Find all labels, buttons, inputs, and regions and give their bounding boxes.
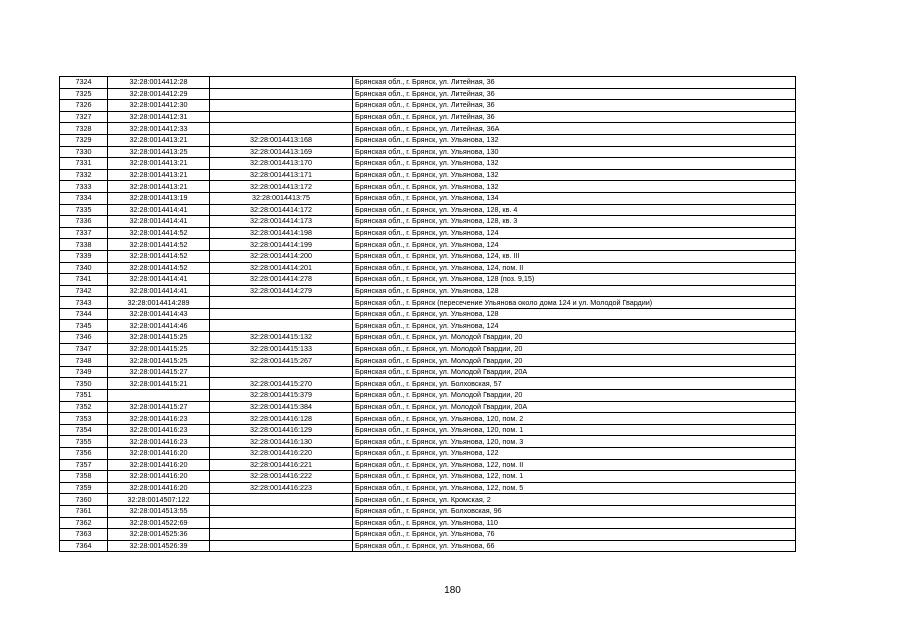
cadastral-number-cell: 32:28:0014414:41	[108, 204, 210, 216]
row-number-cell: 7345	[60, 320, 108, 332]
row-number-cell: 7364	[60, 540, 108, 552]
cadastral-number-cell: 32:28:0014415:27	[108, 401, 210, 413]
row-number-cell: 7335	[60, 204, 108, 216]
building-cadastral-number-cell: 32:28:0014414:279	[210, 285, 353, 297]
address-cell: Брянская обл., г. Брянск, ул. Ульянова, 76	[353, 529, 796, 541]
cadastral-number-cell: 32:28:0014413:21	[108, 158, 210, 170]
cadastral-number-cell: 32:28:0014416:23	[108, 436, 210, 448]
building-cadastral-number-cell	[210, 111, 353, 123]
address-cell: Брянская обл., г. Брянск, ул. Ульянова, 124	[353, 227, 796, 239]
cadastral-number-cell: 32:28:0014412:33	[108, 123, 210, 135]
row-number-cell: 7343	[60, 297, 108, 309]
row-number-cell: 7329	[60, 134, 108, 146]
row-number-cell: 7326	[60, 100, 108, 112]
address-cell: Брянская обл., г. Брянск, ул. Ульянова, 110	[353, 517, 796, 529]
cadastral-number-cell: 32:28:0014414:52	[108, 250, 210, 262]
address-cell: Брянская обл., г. Брянск, ул. Ульянова, 132	[353, 169, 796, 181]
row-number-cell: 7342	[60, 285, 108, 297]
cadastral-number-cell: 32:28:0014412:28	[108, 77, 210, 89]
row-number-cell: 7336	[60, 216, 108, 228]
cadastral-number-cell: 32:28:0014413:21	[108, 181, 210, 193]
address-cell: Брянская обл., г. Брянск, ул. Литейная, 36	[353, 111, 796, 123]
registry-table-body	[60, 77, 796, 552]
address-cell: Брянская обл., г. Брянск, ул. Литейная, 36	[353, 100, 796, 112]
row-number-cell: 7349	[60, 366, 108, 378]
building-cadastral-number-cell: 32:28:0014415:133	[210, 343, 353, 355]
table-row	[60, 297, 796, 309]
row-number-cell: 7338	[60, 239, 108, 251]
table-row	[60, 169, 796, 181]
table-row	[60, 471, 796, 483]
table-row	[60, 378, 796, 390]
row-number-cell: 7357	[60, 459, 108, 471]
address-cell: Брянская обл., г. Брянск, ул. Молодой Гвардии, 20	[353, 355, 796, 367]
building-cadastral-number-cell: 32:28:0014415:132	[210, 332, 353, 344]
cadastral-number-cell: 32:28:0014413:25	[108, 146, 210, 158]
page-number: 180	[444, 585, 461, 596]
address-cell: Брянская обл., г. Брянск, ул. Ульянова, 122	[353, 448, 796, 460]
building-cadastral-number-cell: 32:28:0014415:384	[210, 401, 353, 413]
cadastral-number-cell: 32:28:0014412:30	[108, 100, 210, 112]
cadastral-number-cell: 32:28:0014414:41	[108, 216, 210, 228]
building-cadastral-number-cell	[210, 297, 353, 309]
table-row	[60, 216, 796, 228]
table-row	[60, 505, 796, 517]
row-number-cell: 7332	[60, 169, 108, 181]
cadastral-number-cell: 32:28:0014526:39	[108, 540, 210, 552]
row-number-cell: 7358	[60, 471, 108, 483]
table-row	[60, 332, 796, 344]
address-cell: Брянская обл., г. Брянск, ул. Ульянова, 128 (поз. 9,15)	[353, 274, 796, 286]
cadastral-number-cell: 32:28:0014414:52	[108, 227, 210, 239]
row-number-cell: 7331	[60, 158, 108, 170]
table-row	[60, 355, 796, 367]
cadastral-number-cell: 32:28:0014415:25	[108, 343, 210, 355]
row-number-cell: 7330	[60, 146, 108, 158]
row-number-cell: 7353	[60, 413, 108, 425]
address-cell: Брянская обл., г. Брянск, ул. Ульянова, 124, пом. II	[353, 262, 796, 274]
table-row	[60, 459, 796, 471]
building-cadastral-number-cell: 32:28:0014415:379	[210, 390, 353, 402]
address-cell: Брянская обл., г. Брянск, ул. Ульянова, 134	[353, 192, 796, 204]
cadastral-number-cell: 32:28:0014416:23	[108, 424, 210, 436]
building-cadastral-number-cell: 32:28:0014415:267	[210, 355, 353, 367]
table-row	[60, 413, 796, 425]
row-number-cell: 7333	[60, 181, 108, 193]
address-cell: Брянская обл., г. Брянск, ул. Молодой Гвардии, 20	[353, 332, 796, 344]
cadastral-number-cell: 32:28:0014414:289	[108, 297, 210, 309]
row-number-cell: 7352	[60, 401, 108, 413]
cadastral-number-cell: 32:28:0014513:55	[108, 505, 210, 517]
building-cadastral-number-cell: 32:28:0014416:128	[210, 413, 353, 425]
table-row	[60, 366, 796, 378]
row-number-cell: 7359	[60, 482, 108, 494]
row-number-cell: 7347	[60, 343, 108, 355]
cadastral-number-cell: 32:28:0014415:21	[108, 378, 210, 390]
table-row	[60, 308, 796, 320]
cadastral-number-cell: 32:28:0014414:52	[108, 262, 210, 274]
row-number-cell: 7341	[60, 274, 108, 286]
table-row	[60, 494, 796, 506]
cadastral-number-cell: 32:28:0014522:69	[108, 517, 210, 529]
building-cadastral-number-cell: 32:28:0014414:173	[210, 216, 353, 228]
cadastral-number-cell: 32:28:0014414:52	[108, 239, 210, 251]
row-number-cell: 7325	[60, 88, 108, 100]
cadastral-number-cell: 32:28:0014416:20	[108, 471, 210, 483]
address-cell: Брянская обл., г. Брянск, ул. Ульянова, 120, пом. 2	[353, 413, 796, 425]
address-cell: Брянская обл., г. Брянск, ул. Кромская, 2	[353, 494, 796, 506]
address-cell: Брянская обл., г. Брянск, ул. Ульянова, 132	[353, 134, 796, 146]
table-row	[60, 123, 796, 135]
cadastral-number-cell: 32:28:0014507:122	[108, 494, 210, 506]
cadastral-number-cell: 32:28:0014414:41	[108, 274, 210, 286]
cadastral-number-cell: 32:28:0014525:36	[108, 529, 210, 541]
building-cadastral-number-cell	[210, 517, 353, 529]
address-cell: Брянская обл., г. Брянск, ул. Литейная, 36	[353, 88, 796, 100]
row-number-cell: 7356	[60, 448, 108, 460]
table-row	[60, 482, 796, 494]
building-cadastral-number-cell: 32:28:0014414:201	[210, 262, 353, 274]
building-cadastral-number-cell: 32:28:0014414:200	[210, 250, 353, 262]
building-cadastral-number-cell: 32:28:0014413:75	[210, 192, 353, 204]
row-number-cell: 7328	[60, 123, 108, 135]
cadastral-number-cell: 32:28:0014415:25	[108, 355, 210, 367]
table-row	[60, 88, 796, 100]
address-cell: Брянская обл., г. Брянск, ул. Ульянова, 132	[353, 181, 796, 193]
row-number-cell: 7354	[60, 424, 108, 436]
cadastral-number-cell: 32:28:0014414:43	[108, 308, 210, 320]
address-cell: Брянская обл., г. Брянск, ул. Молодой Гвардии, 20	[353, 390, 796, 402]
row-number-cell: 7324	[60, 77, 108, 89]
table-row	[60, 239, 796, 251]
table-row	[60, 134, 796, 146]
row-number-cell: 7344	[60, 308, 108, 320]
table-row	[60, 100, 796, 112]
building-cadastral-number-cell: 32:28:0014414:199	[210, 239, 353, 251]
table-row	[60, 146, 796, 158]
table-row	[60, 401, 796, 413]
cadastral-number-cell: 32:28:0014416:20	[108, 482, 210, 494]
building-cadastral-number-cell	[210, 540, 353, 552]
building-cadastral-number-cell	[210, 123, 353, 135]
table-row	[60, 262, 796, 274]
row-number-cell: 7339	[60, 250, 108, 262]
building-cadastral-number-cell: 32:28:0014413:171	[210, 169, 353, 181]
row-number-cell: 7327	[60, 111, 108, 123]
table-row	[60, 285, 796, 297]
cadastral-number-cell: 32:28:0014414:46	[108, 320, 210, 332]
table-row	[60, 320, 796, 332]
building-cadastral-number-cell	[210, 529, 353, 541]
cadastral-number-cell: 32:28:0014416:23	[108, 413, 210, 425]
table-row	[60, 158, 796, 170]
table-row	[60, 204, 796, 216]
address-cell: Брянская обл., г. Брянск, ул. Ульянова, 120, пом. 1	[353, 424, 796, 436]
table-row	[60, 227, 796, 239]
table-row	[60, 424, 796, 436]
cadastral-number-cell: 32:28:0014413:21	[108, 169, 210, 181]
building-cadastral-number-cell: 32:28:0014413:168	[210, 134, 353, 146]
row-number-cell: 7360	[60, 494, 108, 506]
building-cadastral-number-cell	[210, 88, 353, 100]
table-row	[60, 274, 796, 286]
address-cell: Брянская обл., г. Брянск, ул. Ульянова, 130	[353, 146, 796, 158]
address-cell: Брянская обл., г. Брянск (пересечение Ульянова около дома 124 и ул. Молодой Гвардии)	[353, 297, 796, 309]
table-row	[60, 529, 796, 541]
cadastral-number-cell: 32:28:0014416:20	[108, 459, 210, 471]
address-cell: Брянская обл., г. Брянск, ул. Ульянова, 132	[353, 158, 796, 170]
cadastral-number-cell: 32:28:0014412:29	[108, 88, 210, 100]
cadastral-number-cell	[108, 390, 210, 402]
address-cell: Брянская обл., г. Брянск, ул. Ульянова, 122, пом. 5	[353, 482, 796, 494]
building-cadastral-number-cell	[210, 308, 353, 320]
table-row	[60, 250, 796, 262]
building-cadastral-number-cell: 32:28:0014416:222	[210, 471, 353, 483]
table-row	[60, 390, 796, 402]
building-cadastral-number-cell: 32:28:0014416:223	[210, 482, 353, 494]
table-row	[60, 448, 796, 460]
row-number-cell: 7355	[60, 436, 108, 448]
building-cadastral-number-cell	[210, 366, 353, 378]
cadastral-number-cell: 32:28:0014414:41	[108, 285, 210, 297]
address-cell: Брянская обл., г. Брянск, ул. Ульянова, 124	[353, 239, 796, 251]
table-row	[60, 111, 796, 123]
row-number-cell: 7362	[60, 517, 108, 529]
row-number-cell: 7337	[60, 227, 108, 239]
table-row	[60, 343, 796, 355]
building-cadastral-number-cell: 32:28:0014415:270	[210, 378, 353, 390]
cadastral-number-cell: 32:28:0014415:27	[108, 366, 210, 378]
building-cadastral-number-cell: 32:28:0014413:169	[210, 146, 353, 158]
table-row	[60, 77, 796, 89]
building-cadastral-number-cell: 32:28:0014414:172	[210, 204, 353, 216]
building-cadastral-number-cell	[210, 494, 353, 506]
building-cadastral-number-cell: 32:28:0014414:278	[210, 274, 353, 286]
building-cadastral-number-cell: 32:28:0014416:130	[210, 436, 353, 448]
address-cell: Брянская обл., г. Брянск, ул. Ульянова, 128	[353, 308, 796, 320]
address-cell: Брянская обл., г. Брянск, ул. Ульянова, 128, кв. 3	[353, 216, 796, 228]
address-cell: Брянская обл., г. Брянск, ул. Ульянова, 66	[353, 540, 796, 552]
cadastral-number-cell: 32:28:0014416:20	[108, 448, 210, 460]
table-row	[60, 436, 796, 448]
building-cadastral-number-cell	[210, 505, 353, 517]
table-row	[60, 517, 796, 529]
row-number-cell: 7361	[60, 505, 108, 517]
row-number-cell: 7348	[60, 355, 108, 367]
building-cadastral-number-cell: 32:28:0014414:198	[210, 227, 353, 239]
row-number-cell: 7351	[60, 390, 108, 402]
address-cell: Брянская обл., г. Брянск, ул. Молодой Гвардии, 20А	[353, 401, 796, 413]
building-cadastral-number-cell	[210, 320, 353, 332]
cadastral-number-cell: 32:28:0014415:25	[108, 332, 210, 344]
cadastral-number-cell: 32:28:0014413:19	[108, 192, 210, 204]
address-cell: Брянская обл., г. Брянск, ул. Ульянова, 122, пом. 1	[353, 471, 796, 483]
address-cell: Брянская обл., г. Брянск, ул. Ульянова, 120, пом. 3	[353, 436, 796, 448]
row-number-cell: 7346	[60, 332, 108, 344]
row-number-cell: 7334	[60, 192, 108, 204]
address-cell: Брянская обл., г. Брянск, ул. Литейная, 36А	[353, 123, 796, 135]
row-number-cell: 7350	[60, 378, 108, 390]
address-cell: Брянская обл., г. Брянск, ул. Ульянова, 124	[353, 320, 796, 332]
address-cell: Брянская обл., г. Брянск, ул. Молодой Гвардии, 20	[353, 343, 796, 355]
address-cell: Брянская обл., г. Брянск, ул. Болховская, 57	[353, 378, 796, 390]
cadastral-number-cell: 32:28:0014412:31	[108, 111, 210, 123]
address-cell: Брянская обл., г. Брянск, ул. Ульянова, 122, пом. II	[353, 459, 796, 471]
row-number-cell: 7363	[60, 529, 108, 541]
building-cadastral-number-cell: 32:28:0014413:170	[210, 158, 353, 170]
address-cell: Брянская обл., г. Брянск, ул. Ульянова, 128, кв. 4	[353, 204, 796, 216]
building-cadastral-number-cell: 32:28:0014416:220	[210, 448, 353, 460]
address-cell: Брянская обл., г. Брянск, ул. Болховская, 96	[353, 505, 796, 517]
table-row	[60, 540, 796, 552]
cadastral-number-cell: 32:28:0014413:21	[108, 134, 210, 146]
registry-table	[59, 76, 796, 552]
row-number-cell: 7340	[60, 262, 108, 274]
address-cell: Брянская обл., г. Брянск, ул. Ульянова, 124, кв. III	[353, 250, 796, 262]
address-cell: Брянская обл., г. Брянск, ул. Литейная, 36	[353, 77, 796, 89]
address-cell: Брянская обл., г. Брянск, ул. Ульянова, 128	[353, 285, 796, 297]
table-row	[60, 181, 796, 193]
address-cell: Брянская обл., г. Брянск, ул. Молодой Гвардии, 20А	[353, 366, 796, 378]
table-row	[60, 192, 796, 204]
building-cadastral-number-cell	[210, 77, 353, 89]
building-cadastral-number-cell: 32:28:0014416:129	[210, 424, 353, 436]
building-cadastral-number-cell	[210, 100, 353, 112]
building-cadastral-number-cell: 32:28:0014413:172	[210, 181, 353, 193]
building-cadastral-number-cell: 32:28:0014416:221	[210, 459, 353, 471]
